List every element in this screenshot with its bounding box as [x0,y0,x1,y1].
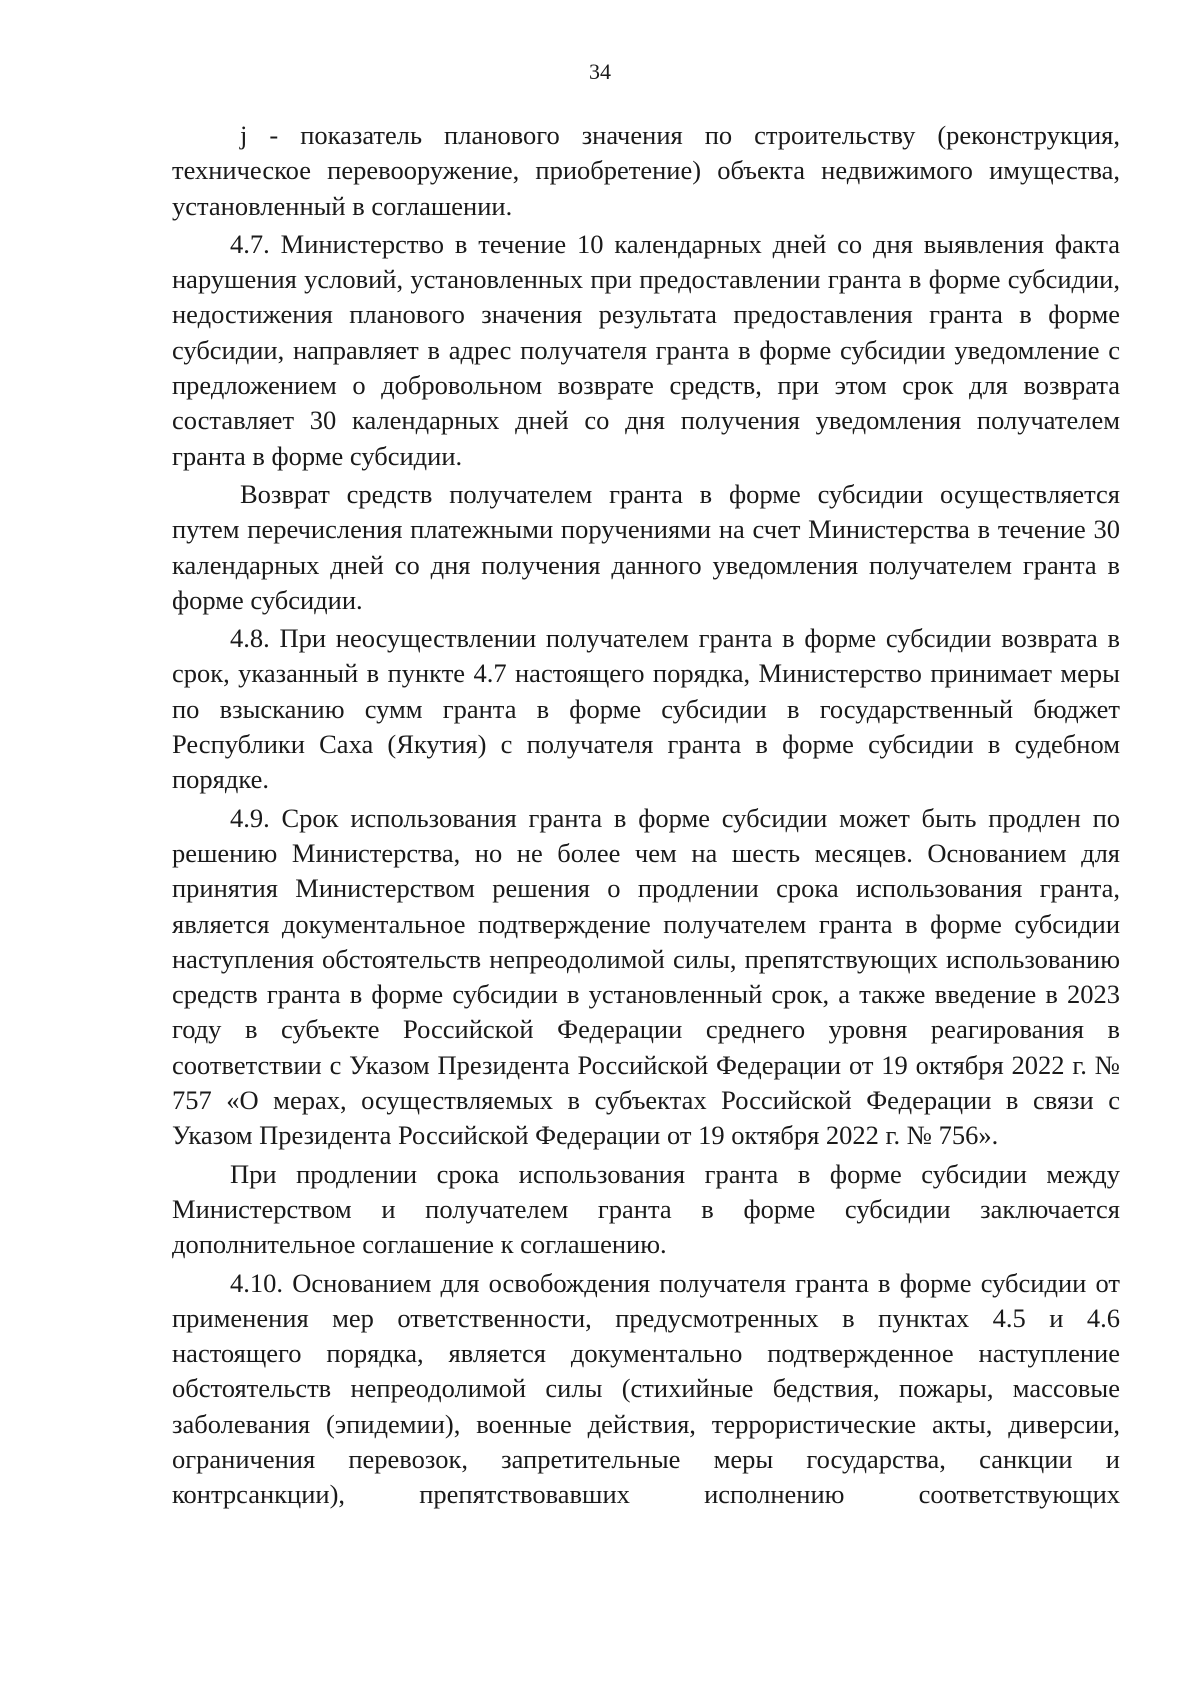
page-number: 34 [589,59,611,84]
paragraph-4-10: 4.10. Основанием для освобождения получателя гранта в форме субсидии от применения мер ответственности, предусмотренных в пунктах 4.5 и 4.6 настоящего порядка, является документально подтвержденное наступление обстоятельств непреодолимой силы (стихийные бедствия, пожары, массовые заболевания (эпидемии), военные действия, террористические акты, диверсии, ограничения перевозок, запретительные меры государства, санкции и контрсанкции), препятствовавших исполнению соответствующих [172,1267,1120,1510]
paragraph-refund: Возврат средств получателем гранта в форме субсидии осуществляется путем перечисления платежными поручениями на счет Министерства в течение 30 календарных дней со дня получения данного уведомления получателем гранта в форме субсидии. [172,478,1120,615]
paragraph-extension: При продлении срока использования гранта в форме субсидии между Министерством и получателем гранта в форме субсидии заключается дополнительное соглашение к соглашению. [172,1158,1120,1260]
document-body [172,118,1120,1513]
paragraph-index-definition: j - показатель планового значения по строительству (реконструкция, техническое перевооружение, приобретение) объекта недвижимого имущества, установленный в соглашении. [172,120,1120,221]
paragraph-4-7: 4.7. Министерство в течение 10 календарных дней со дня выявления факта нарушения условий, установленных при предоставлении гранта в форме субсидии, недостижения планового значения результата предоставления гранта в форме субсидии, направляет в адрес получателя гранта в форме субсидии уведомление с предложением о добровольном возврате средств, при этом срок для возврата составляет 30 календарных дней со дня получения уведомления получателем гранта в форме субсидии. [172,228,1120,471]
paragraph-4-8: 4.8. При неосуществлении получателем гранта в форме субсидии возврата в срок, указанный в пункте 4.7 настоящего порядка, Министерство принимает меры по взысканию сумм гранта в форме субсидии в государственный бюджет Республики Саха (Якутия) с получателя гранта в форме субсидии в судебном порядке. [172,623,1120,795]
paragraph-4-9: 4.9. Срок использования гранта в форме субсидии может быть продлен по решению Министерства, но не более чем на шесть месяцев. Основанием для принятия Министерством решения о продлении срока использования гранта, является документальное подтверждение получателем гранта в форме субсидии наступления обстоятельств непреодолимой силы, препятствующих использованию средств гранта в форме субсидии в установленный срок, а также введение в 2023 году в субъекте Российской Федерации среднего уровня реагирования в соответствии с Указом Президента Российской Федерации от 19 октября 2022 г. № 757 «О мерах, осуществляемых в субъектах Российской Федерации в связи с Указом Президента Российской Федерации от 19 октября 2022 г. № 756». [172,802,1120,1151]
